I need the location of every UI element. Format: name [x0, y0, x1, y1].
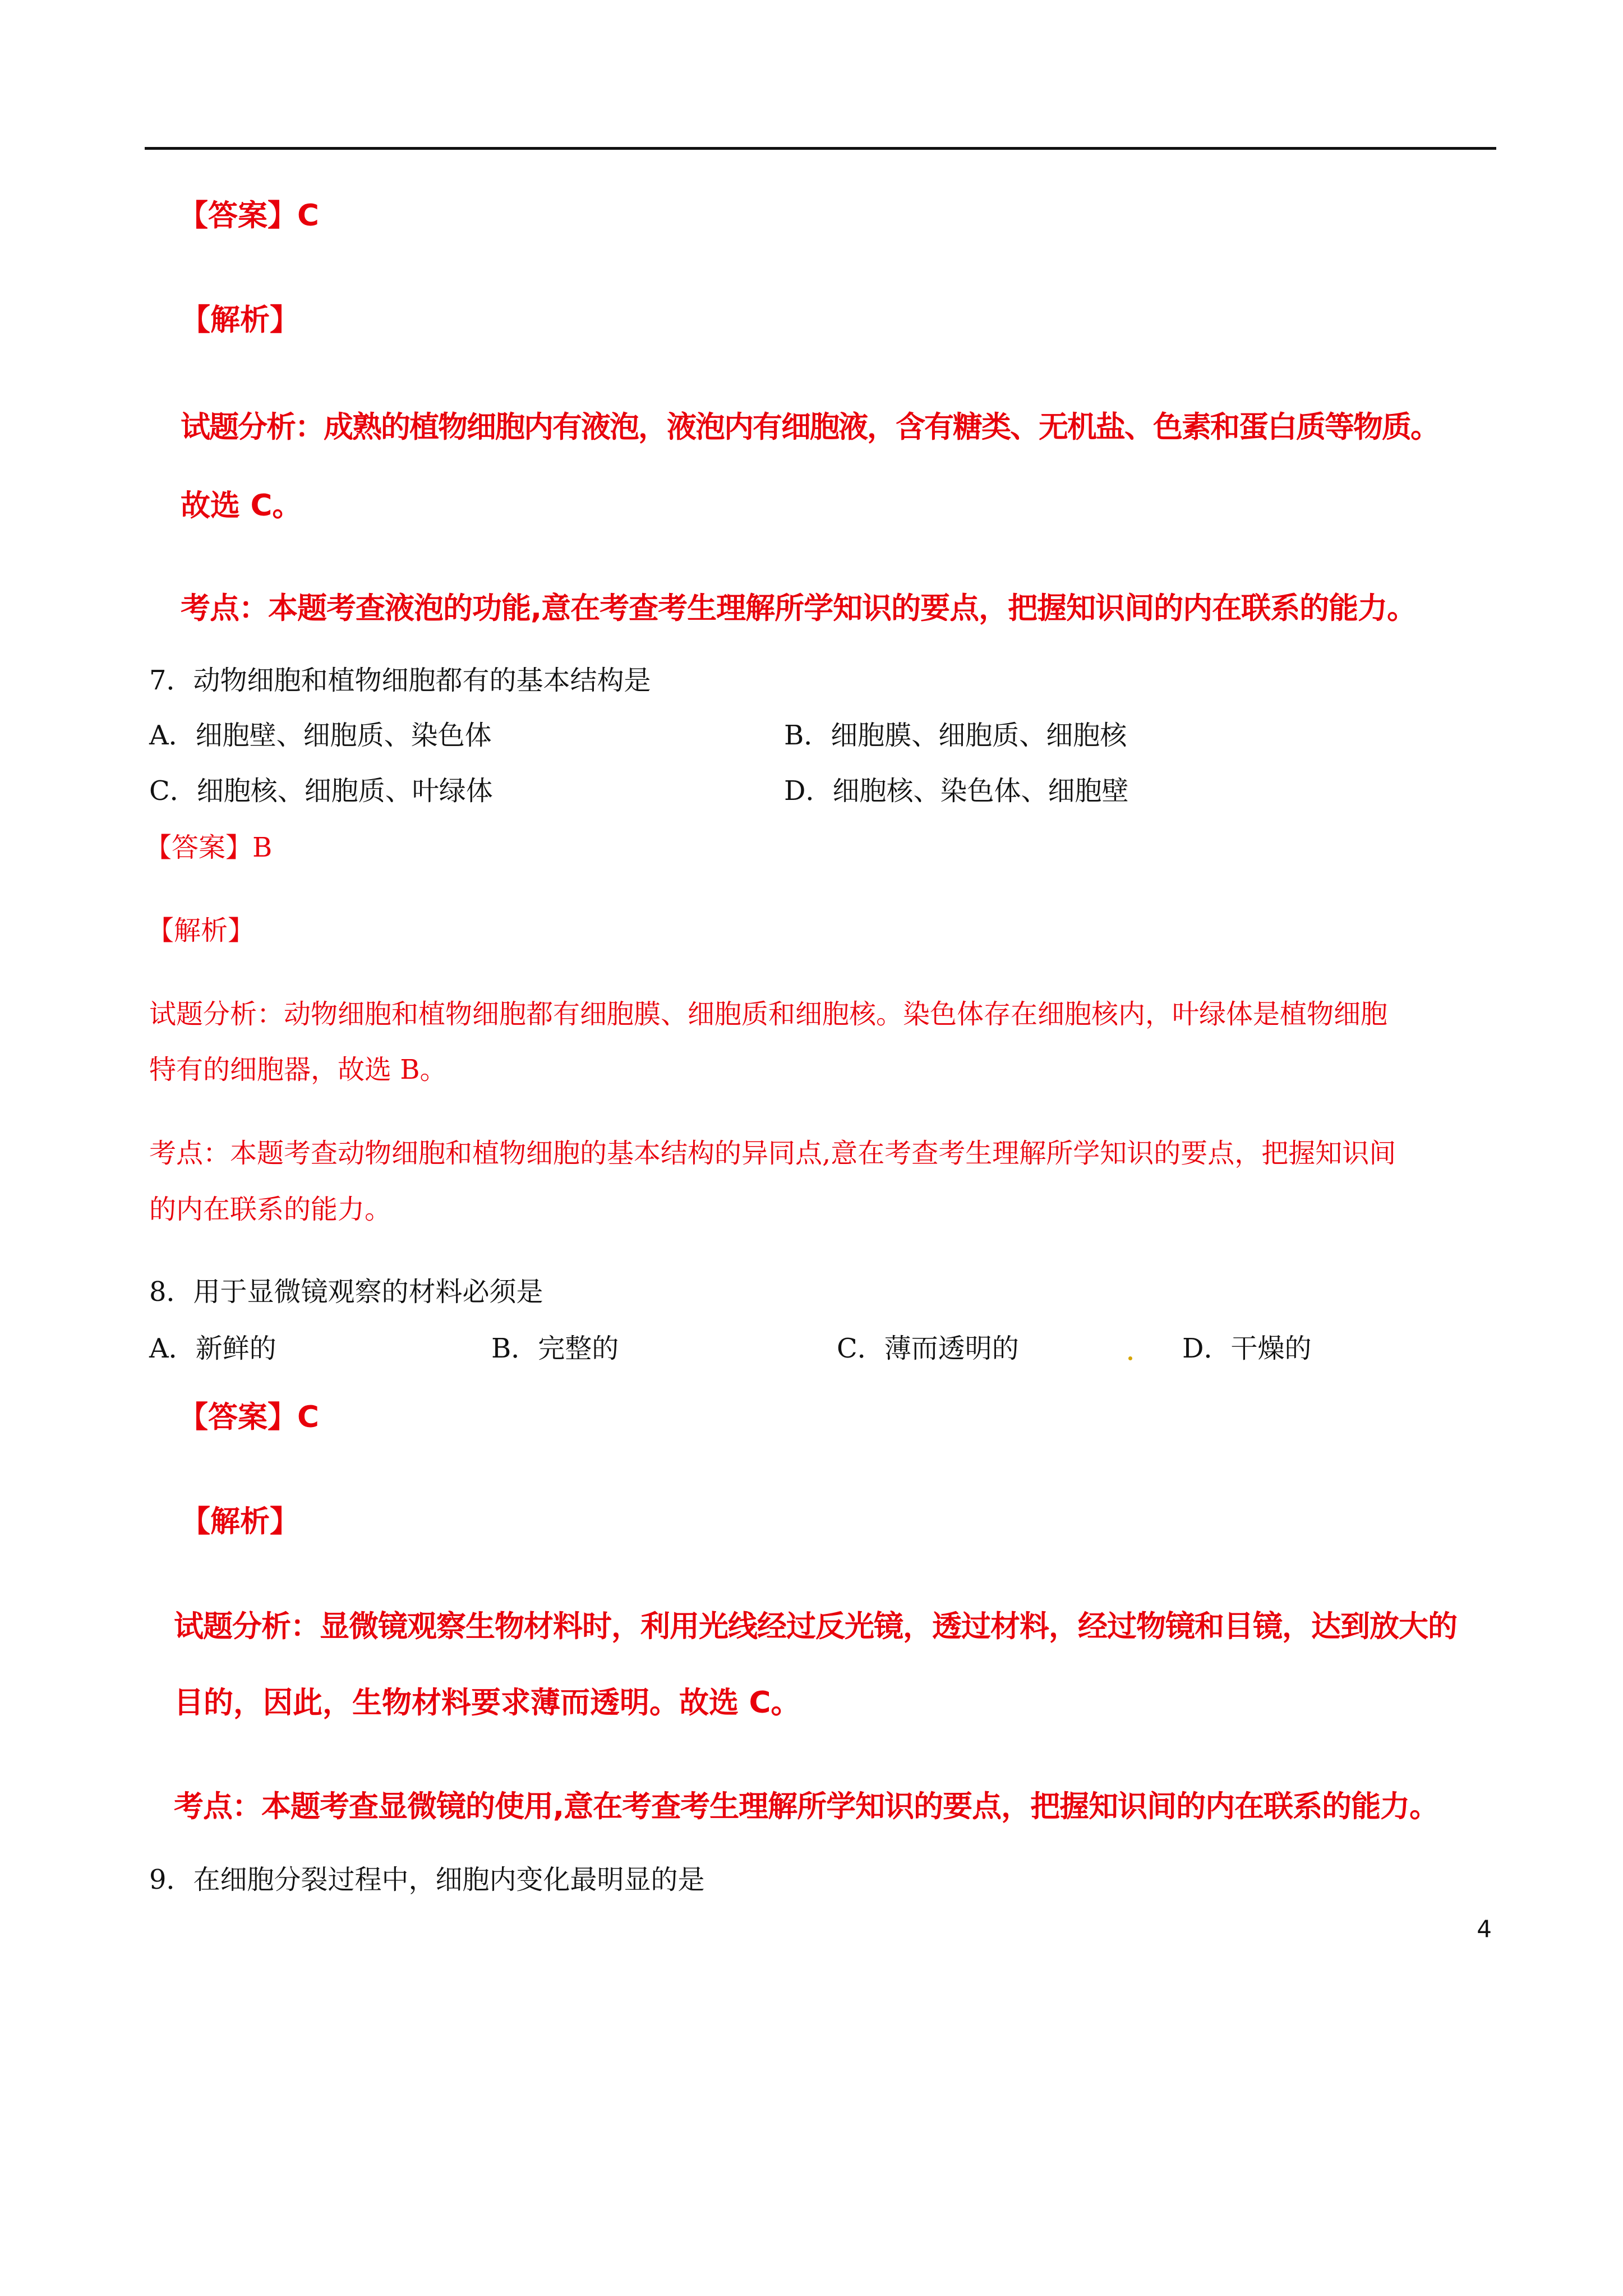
q7-option-d: D．细胞核、染色体、细胞壁 [784, 775, 1129, 807]
q7-kaodian-line-1: 考点：本题考查动物细胞和植物细胞的基本结构的异同点,意在考查考生理解所学知识的要点，把握知识间 [149, 1138, 1396, 1169]
stray-dot [1128, 1356, 1132, 1360]
q7-stem: 7．动物细胞和植物细胞都有的基本结构是 [149, 665, 651, 696]
q8-kaodian: 考点：本题考查显微镜的使用,意在考查考生理解所学知识的要点，把握知识间的内在联系的能力。 [174, 1789, 1439, 1824]
q6-answer: 【答案】C [178, 199, 319, 233]
q7-option-a: A．细胞壁、细胞质、染色体 [149, 720, 492, 751]
page-number: 4 [1477, 1915, 1492, 1943]
q8-option-b: B．完整的 [491, 1333, 619, 1364]
q7-answer: 【答案】B [145, 832, 273, 863]
q7-analysis-line-2: 特有的细胞器，故选 B。 [149, 1054, 447, 1085]
q8-option-a: A．新鲜的 [149, 1333, 276, 1364]
q6-analysis-heading: 【解析】 [181, 303, 299, 337]
q7-analysis-line-1: 试题分析：动物细胞和植物细胞都有细胞膜、细胞质和细胞核。染色体存在细胞核内，叶绿体是植物细胞 [149, 999, 1388, 1030]
q7-kaodian-line-2: 的内在联系的能力。 [149, 1194, 392, 1225]
q6-analysis-line-1: 试题分析：成熟的植物细胞内有液泡，液泡内有细胞液，含有糖类、无机盐、色素和蛋白质等物质。 [181, 410, 1439, 444]
q6-kaodian: 考点：本题考查液泡的功能,意在考查考生理解所学知识的要点，把握知识间的内在联系的能力。 [181, 591, 1417, 625]
q8-analysis-line-2: 目的，因此，生物材料要求薄而透明。故选 C。 [174, 1686, 801, 1720]
header-rule [145, 147, 1496, 150]
q7-analysis-heading: 【解析】 [147, 915, 255, 946]
q7-option-b: B．细胞膜、细胞质、细胞核 [784, 720, 1127, 751]
q7-option-c: C．细胞核、细胞质、叶绿体 [149, 775, 493, 807]
q8-analysis-heading: 【解析】 [181, 1504, 299, 1539]
q9-stem: 9．在细胞分裂过程中，细胞内变化最明显的是 [149, 1864, 705, 1895]
q8-answer: 【答案】C [178, 1400, 319, 1434]
q8-stem: 8．用于显微镜观察的材料必须是 [149, 1276, 543, 1308]
q6-analysis-line-2: 故选 C。 [181, 489, 302, 523]
q8-option-c: C．薄而透明的 [837, 1333, 1019, 1364]
q8-analysis-line-1: 试题分析：显微镜观察生物材料时，利用光线经过反光镜，透过材料，经过物镜和目镜，达到放大的 [174, 1609, 1457, 1644]
q8-option-d: D．干燥的 [1182, 1333, 1312, 1364]
